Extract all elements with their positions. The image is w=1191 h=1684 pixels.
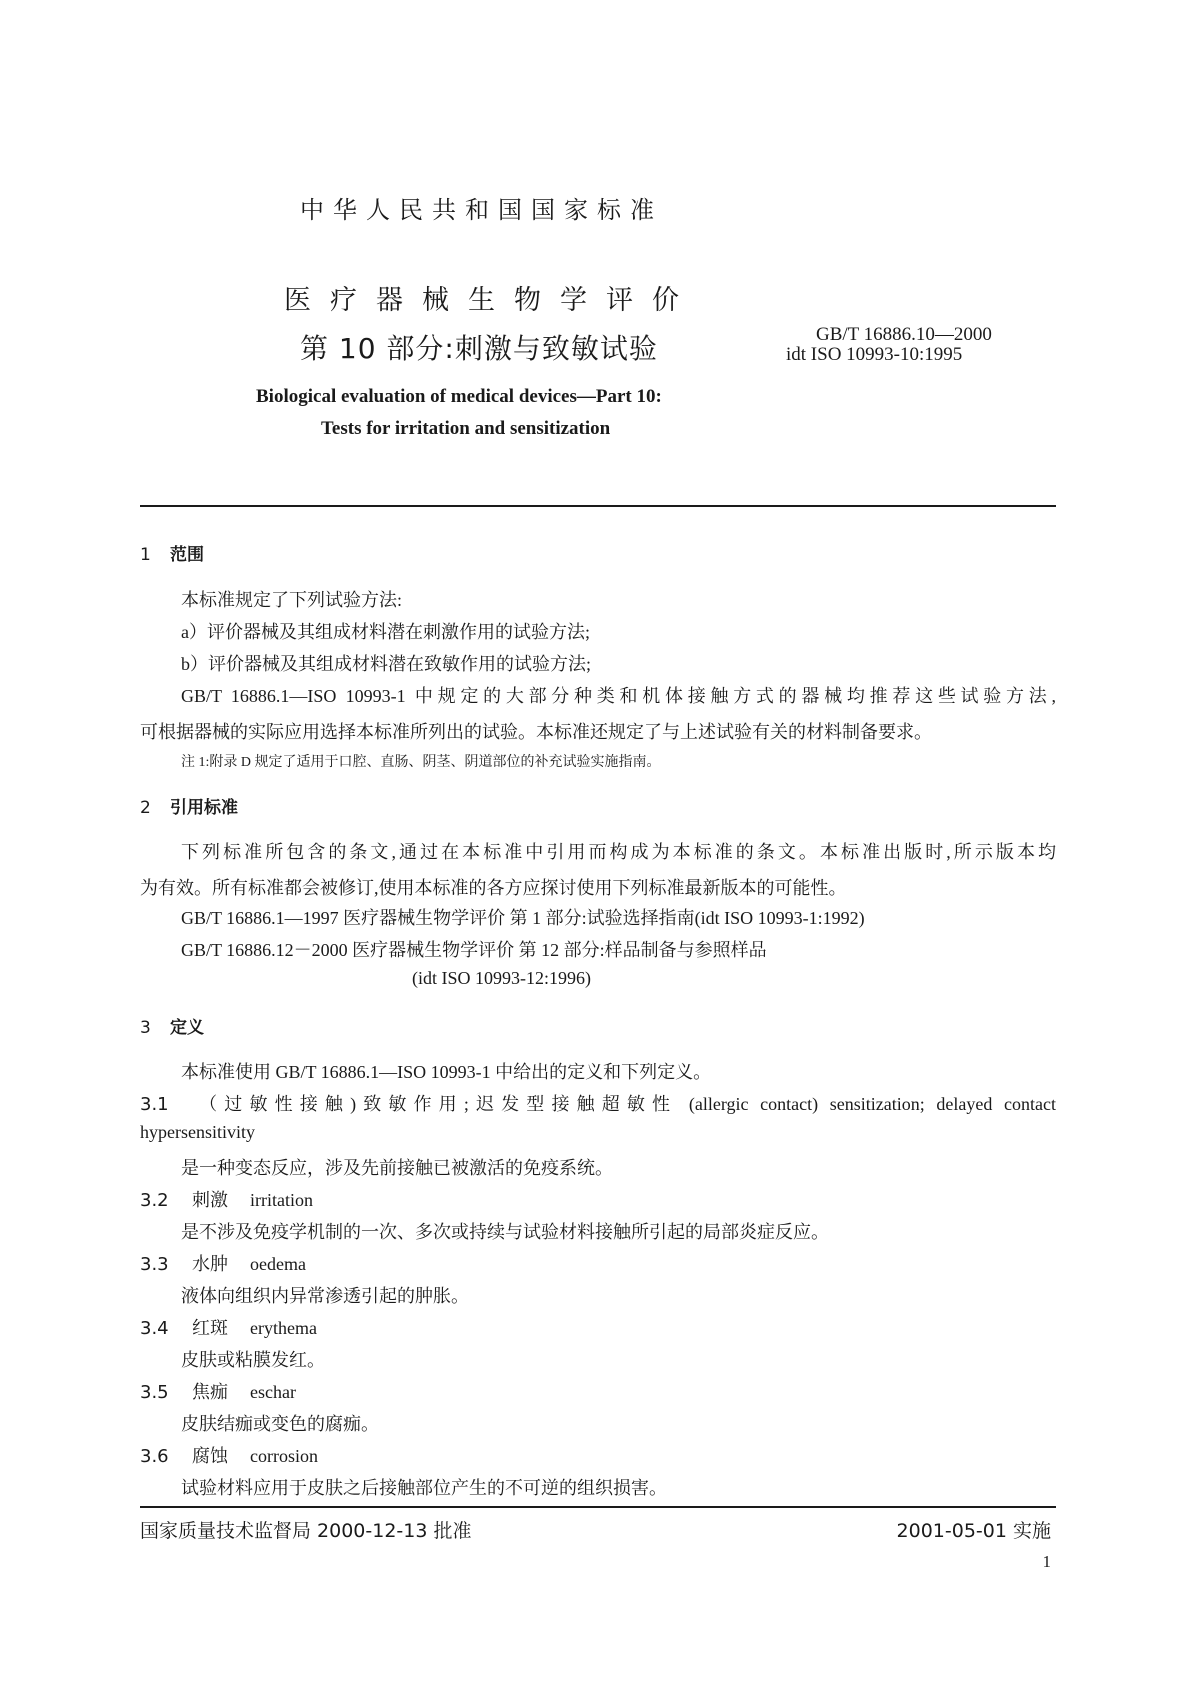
definition-term: （过敏性接触)致敏作用;迟发型接触超敏性 (allergic contact) sensitization; delayed contact [192, 1094, 1056, 1114]
section-2-heading [140, 793, 238, 818]
standard-code: GB/T 16886.10—2000 [816, 324, 992, 345]
note: 注 1:附录 D 规定了适用于口腔、直肠、阴茎、阴道部位的补充试验实施指南。 [181, 755, 661, 770]
implementation-date: 2001-05-01 实施 [896, 1520, 1051, 1542]
list-item-a: a）评价器械及其组成材料潜在刺激作用的试验方法; [181, 622, 590, 642]
definition-number: 3.2 [140, 1190, 169, 1211]
definition-term-line [140, 1090, 1056, 1116]
footer-rule [140, 1506, 1056, 1508]
section-1-heading [140, 540, 204, 565]
approval-info: 国家质量技术监督局 2000-12-13 批准 [140, 1520, 472, 1542]
definition-3-5-desc: 皮肤结痂或变色的腐痂。 [181, 1414, 379, 1434]
definition-3-6-desc: 试验材料应用于皮肤之后接触部位产生的不可逆的组织损害。 [181, 1478, 667, 1498]
definition-3-4-term [140, 1314, 317, 1340]
definition-term: 刺激 [192, 1190, 228, 1210]
reference-2-continued: (idt ISO 10993-12:1996) [412, 968, 591, 988]
definition-term: 腐蚀 [192, 1446, 228, 1466]
definition-3-4-desc: 皮肤或粘膜发红。 [181, 1350, 325, 1370]
section-number: 1 [140, 545, 151, 565]
definition-3-3-term [140, 1250, 306, 1276]
english-title-line1: Biological evaluation of medical devices—Part 10: [256, 386, 662, 407]
definition-english: eschar [250, 1382, 296, 1402]
english-title-line2: Tests for irritation and sensitization [321, 418, 611, 439]
reference-2: GB/T 16886.12－2000 医疗器械生物学评价 第 12 部分:样品制备与参照样品 [181, 940, 767, 960]
section-number: 3 [140, 1018, 151, 1038]
header-rule [140, 505, 1056, 507]
standard-type-heading: 中华人民共和国国家标准 [300, 196, 663, 224]
paragraph-line: 下列标准所包含的条文,通过在本标准中引用而构成为本标准的条文。本标准出版时,所示版本均 [181, 842, 1056, 862]
document-subtitle: 第 10 部分:刺激与致敏试验 [300, 332, 658, 365]
section-1-intro: 本标准规定了下列试验方法: [181, 590, 402, 610]
definition-number: 3.1 [140, 1094, 169, 1115]
definition-3-6-term [140, 1442, 318, 1468]
definition-number: 3.6 [140, 1446, 169, 1467]
page-number: 1 [1042, 1552, 1051, 1571]
definition-english: oedema [250, 1254, 306, 1274]
section-3-intro: 本标准使用 GB/T 16886.1—ISO 10993-1 中给出的定义和下列定义。 [181, 1062, 712, 1082]
reference-1: GB/T 16886.1—1997 医疗器械生物学评价 第 1 部分:试验选择指南(idt ISO 10993-1:1992) [181, 908, 865, 928]
definition-term: 红斑 [192, 1318, 228, 1338]
definition-3-1-term [140, 1090, 1056, 1143]
section-title: 定义 [170, 1018, 204, 1038]
definition-term: 焦痂 [192, 1382, 228, 1402]
section-3-heading [140, 1013, 204, 1038]
document-title: 医疗器械生物学评价 [284, 285, 698, 316]
paragraph-line: GB/T 16886.1—ISO 10993-1 中规定的大部分种类和机体接触方式的器械均推荐这些试验方法, [181, 686, 1056, 706]
definition-number: 3.5 [140, 1382, 169, 1403]
definition-english: corrosion [250, 1446, 318, 1466]
definition-3-2-desc: 是不涉及免疫学机制的一次、多次或持续与试验材料接触所引起的局部炎症反应。 [181, 1222, 829, 1242]
definition-english: irritation [250, 1190, 313, 1210]
definition-term-line: hypersensitivity [140, 1122, 255, 1142]
definition-number: 3.3 [140, 1254, 169, 1275]
list-item-b: b）评价器械及其组成材料潜在致敏作用的试验方法; [181, 654, 591, 674]
paragraph-line: 可根据器械的实际应用选择本标准所列出的试验。本标准还规定了与上述试验有关的材料制备要求。 [140, 722, 932, 742]
section-number: 2 [140, 798, 151, 818]
section-1-paragraph [140, 682, 1056, 744]
paragraph-line: 为有效。所有标准都会被修订,使用本标准的各方应探讨使用下列标准最新版本的可能性。 [140, 878, 847, 898]
definition-3-3-desc: 液体向组织内异常渗透引起的肿胀。 [181, 1286, 469, 1306]
section-title: 范围 [170, 545, 204, 565]
definition-3-1-desc: 是一种变态反应，涉及先前接触已被激活的免疫系统。 [181, 1158, 613, 1178]
definition-3-5-term [140, 1378, 296, 1404]
section-title: 引用标准 [170, 798, 238, 818]
definition-english: erythema [250, 1318, 317, 1338]
definition-number: 3.4 [140, 1318, 169, 1339]
definition-term: 水肿 [192, 1254, 228, 1274]
definition-3-2-term [140, 1186, 313, 1212]
idt-reference: idt ISO 10993-10:1995 [786, 344, 963, 365]
section-2-paragraph [140, 838, 1056, 900]
